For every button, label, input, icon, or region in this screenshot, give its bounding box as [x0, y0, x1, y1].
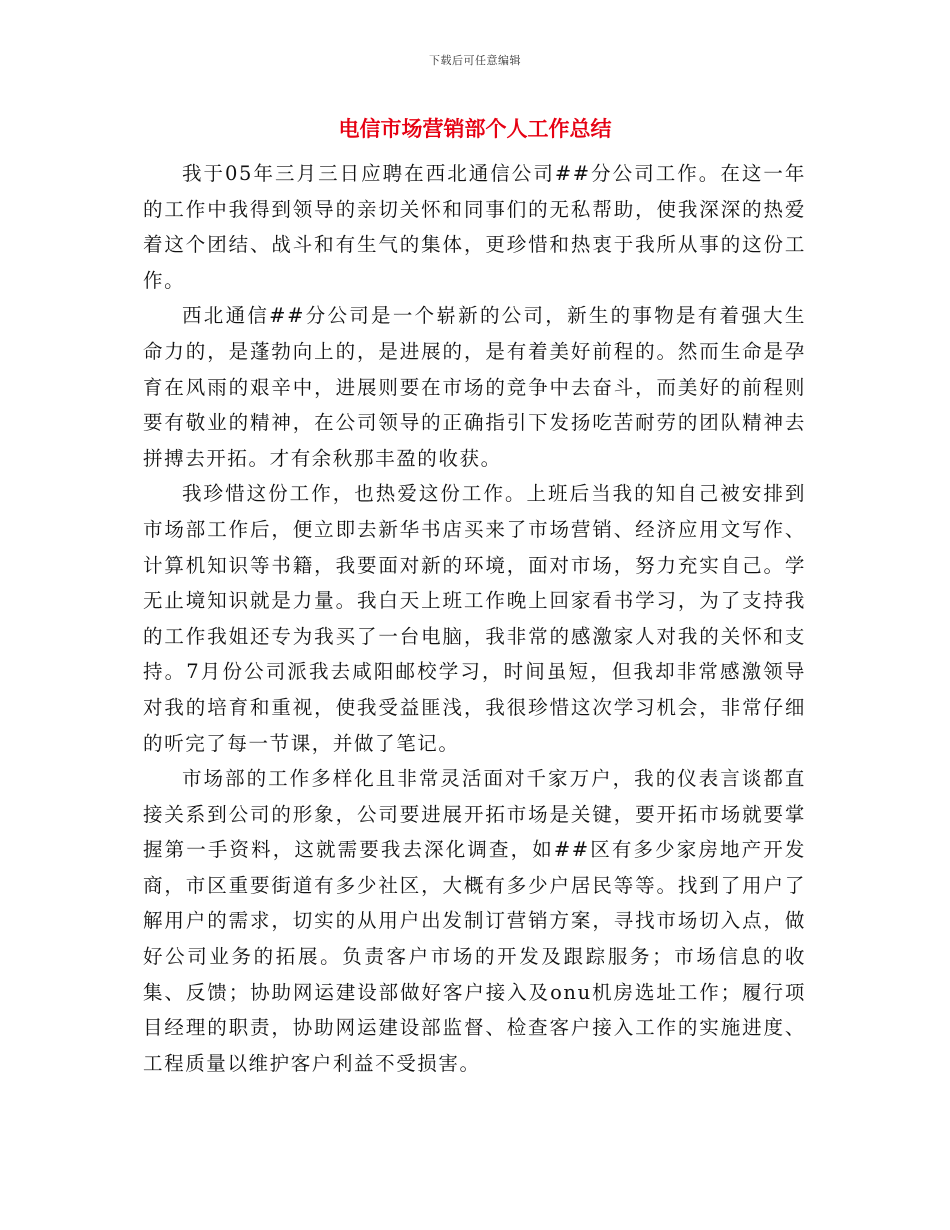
document-title: 电信市场营销部个人工作总结: [338, 116, 612, 141]
document-body: [143, 156, 806, 1081]
paragraph-3: 我珍惜这份工作，也热爱这份工作。上班后当我的知自己被安排到市场部工作后，便立即去新华书店买来了市场营销、经济应用文写作、计算机知识等书籍，我要面对新的环境，面对市场，努力充实自己。学无止境知识就是力量。我白天上班工作晚上回家看书学习，为了支持我的工作我姐还专为我买了一台电脑，我非常的感激家人对我的关怀和支持。7月份公司派我去咸阳邮校学习，时间虽短，但我却非常感激领导对我的培育和重视，使我受益匪浅，我很珍惜这次学习机会，非常仔细的听完了每一节课，并做了笔记。: [143, 482, 806, 755]
header-note: 下载后可任意编辑: [429, 54, 521, 67]
paragraph-4: 市场部的工作多样化且非常灵活面对千家万户，我的仪表言谈都直接关系到公司的形象，公司要进展开拓市场是关键，要开拓市场就要掌握第一手资料，这就需要我去深化调查，如##区有多少家房地产开发商，市区重要街道有多少社区，大概有多少户居民等等。找到了用户了解用户的需求，切实的从用户出发制订营销方案，寻找市场切入点，做好公司业务的拓展。负责客户市场的开发及跟踪服务；市场信息的收集、反馈；协助网运建设部做好客户接入及onu机房选址工作；履行项目经理的职责，协助网运建设部监督、检查客户接入工作的实施进度、工程质量以维护客户利益不受损害。: [143, 767, 806, 1075]
paragraph-1: 我于05年三月三日应聘在西北通信公司##分公司工作。在这一年的工作中我得到领导的亲切关怀和同事们的无私帮助，使我深深的热爱着这个团结、战斗和有生气的集体，更珍惜和热衷于我所从事的这份工作。: [143, 162, 806, 292]
paragraph-2: 西北通信##分公司是一个崭新的公司，新生的事物是有着强大生命力的，是蓬勃向上的，是进展的，是有着美好前程的。然而生命是孕育在风雨的艰辛中，进展则要在市场的竞争中去奋斗，而美好的前程则要有敬业的精神，在公司领导的正确指引下发扬吃苦耐劳的团队精神去拼搏去开拓。才有余秋那丰盈的收获。: [143, 304, 806, 470]
